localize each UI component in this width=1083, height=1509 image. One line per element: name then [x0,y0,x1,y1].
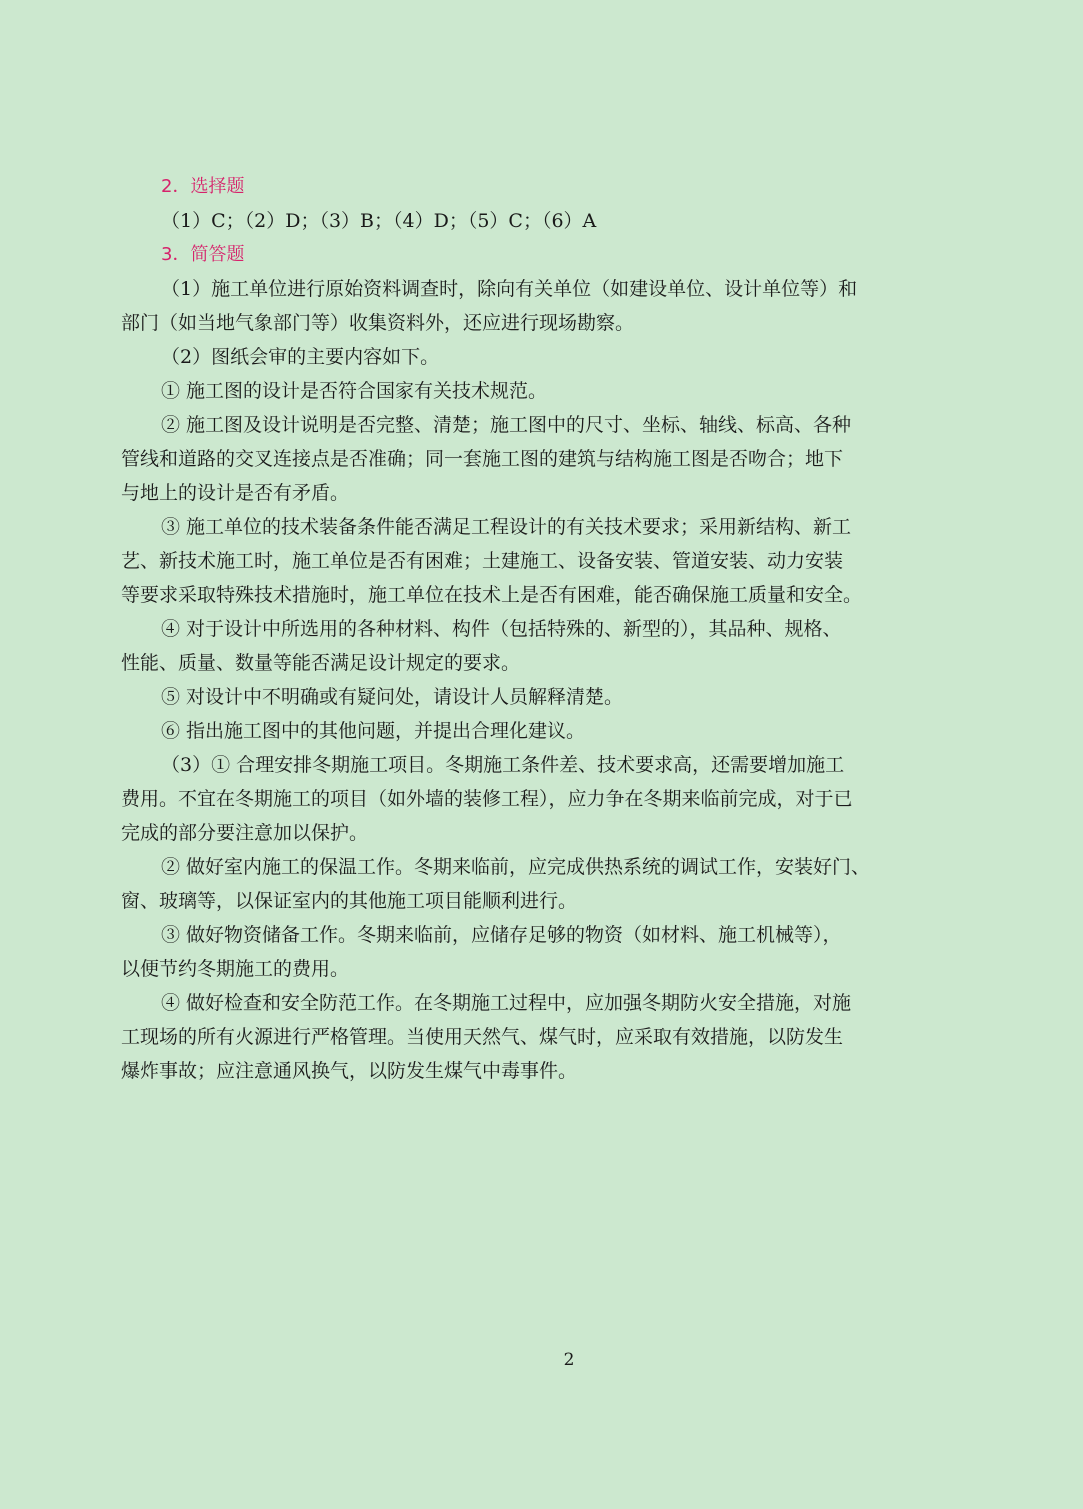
paragraph-line: 管线和道路的交叉连接点是否准确；同一套施工图的建筑与结构施工图是否吻合；地下 [121,448,844,470]
paragraph-line: 等要求采取特殊技术措施时，施工单位在技术上是否有困难，能否确保施工质量和安全。 [121,584,863,606]
paragraph-line: ② 施工图及设计说明是否完整、清楚；施工图中的尺寸、坐标、轴线、标高、各种 [161,414,852,436]
paragraph-line: 爆炸事故；应注意通风换气，以防发生煤气中毒事件。 [121,1060,578,1082]
paragraph-line: ④ 对于设计中所选用的各种材料、构件（包括特殊的、新型的），其品种、规格、 [161,618,842,640]
paragraph-line: 部门（如当地气象部门等）收集资料外，还应进行现场勘察。 [121,312,635,334]
paragraph-line: （1）施工单位进行原始资料调查时，除向有关单位（如建设单位、设计单位等）和 [161,278,858,300]
paragraph-line: ⑥ 指出施工图中的其他问题，并提出合理化建议。 [161,720,586,742]
document-body [121,170,937,1088]
paragraph-line: 以便节约冬期施工的费用。 [121,958,350,980]
paragraph-line: 窗、玻璃等，以保证室内的其他施工项目能顺利进行。 [121,890,578,912]
section-2-title: 2．选择题 [161,176,245,197]
paragraph-line: 艺、新技术施工时，施工单位是否有困难；土建施工、设备安装、管道安装、动力安装 [121,550,844,572]
paragraph-line: （2）图纸会审的主要内容如下。 [161,346,440,368]
page-number: 2 [563,1350,575,1370]
paragraph-line: ⑤ 对设计中不明确或有疑问处，请设计人员解释清楚。 [161,686,624,708]
multiple-choice-answers: （1）C；（2）D；（3）B；（4）D；（5）C；（6）A [161,210,597,232]
paragraph-line: ③ 施工单位的技术装备条件能否满足工程设计的有关技术要求；采用新结构、新工 [161,516,852,538]
paragraph-line: （3）① 合理安排冬期施工项目。冬期施工条件差、技术要求高，还需要增加施工 [161,754,845,776]
paragraph-line: 与地上的设计是否有矛盾。 [121,482,350,504]
paragraph-line: 工现场的所有火源进行严格管理。当使用天然气、煤气时，应采取有效措施，以防发生 [121,1026,844,1048]
paragraph-line: ③ 做好物资储备工作。冬期来临前，应储存足够的物资（如材料、施工机械等）， [161,924,842,946]
paragraph-line: 完成的部分要注意加以保护。 [121,822,369,844]
paragraph-line: 性能、质量、数量等能否满足设计规定的要求。 [121,652,521,674]
paragraph-line: 费用。不宜在冬期施工的项目（如外墙的装修工程），应力争在冬期来临前完成，对于已 [121,788,853,810]
paragraph-line: ① 施工图的设计是否符合国家有关技术规范。 [161,380,548,402]
paragraph-line: ② 做好室内施工的保温工作。冬期来临前，应完成供热系统的调试工作，安装好门、 [161,856,871,878]
paragraph-line: ④ 做好检查和安全防范工作。在冬期施工过程中，应加强冬期防火安全措施，对施 [161,992,852,1014]
section-3-title: 3．简答题 [161,244,245,265]
